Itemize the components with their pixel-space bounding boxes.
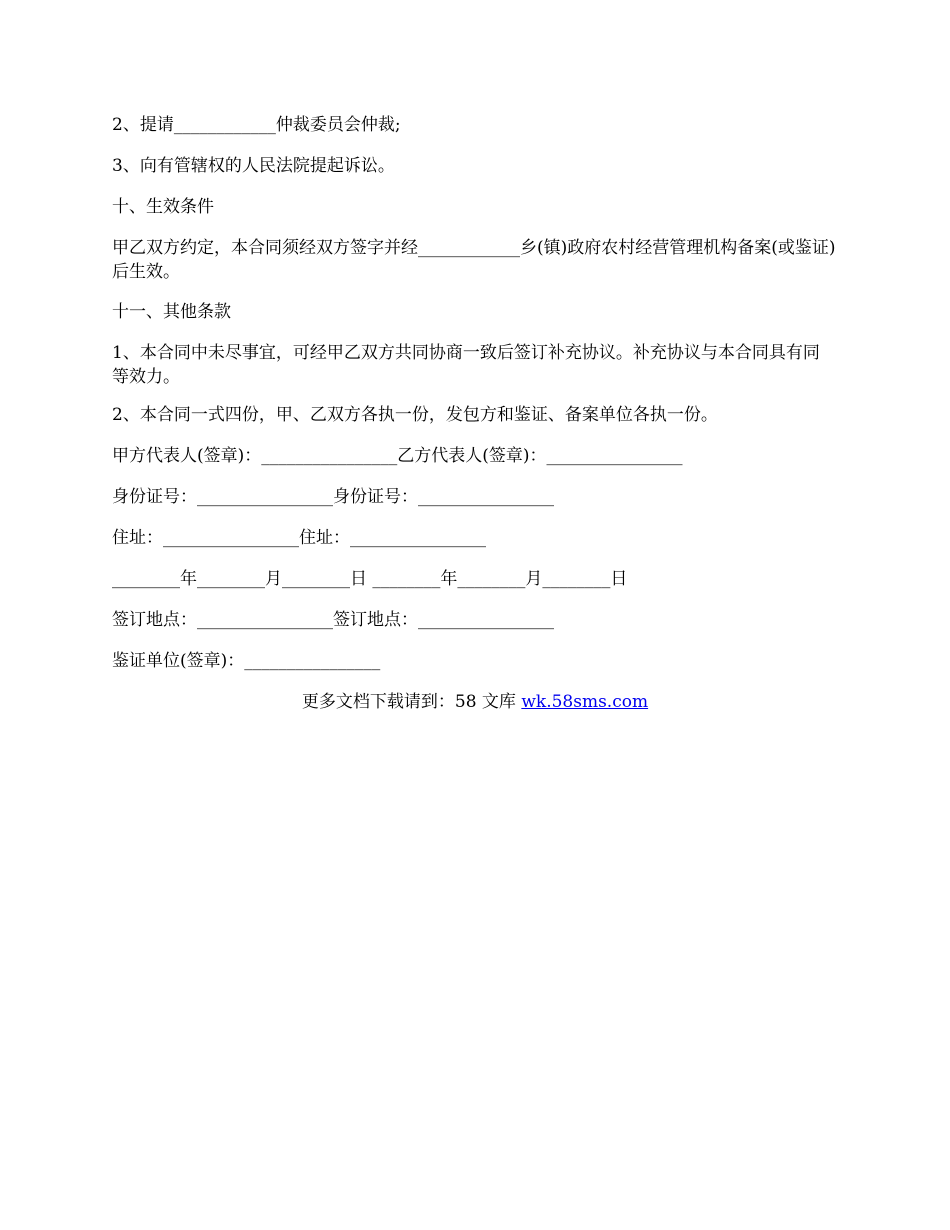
section-heading-effective: 十、生效条件: [112, 197, 214, 217]
signature-addresses: 住址：________________住址：________________: [112, 528, 486, 548]
signature-places: 签订地点：________________签订地点：________________: [112, 610, 554, 630]
signature-certifying-unit: 鉴证单位(签章)：________________: [112, 651, 381, 671]
signature-dates: ________年________月________日 ________年________月________日: [112, 569, 628, 589]
clause-lawsuit: 3、向有管辖权的人民法院提起诉讼。: [112, 156, 395, 176]
footer-link[interactable]: wk.58sms.com: [521, 692, 649, 712]
signature-id-numbers: 身份证号：________________身份证号：________________: [112, 487, 554, 507]
clause-supplementary-agreement: 1、本合同中未尽事宜，可经甲乙双方共同协商一致后签订补充协议。补充协议与本合同具有同等效力。: [112, 343, 820, 387]
clause-effective-conditions: 甲乙双方约定，本合同须经双方签字并经____________乡(镇)政府农村经营管理机构备案(或鉴证)后生效。: [112, 238, 836, 282]
clause-arbitration: 2、提请____________仲裁委员会仲裁;: [112, 115, 401, 135]
signature-representatives: 甲方代表人(签章)：________________乙方代表人(签章)：________________: [112, 446, 683, 466]
footer-text: 更多文档下载请到：58 文库: [301, 692, 522, 712]
download-footer: [0, 690, 950, 714]
clause-copies: 2、本合同一式四份，甲、乙双方各执一份，发包方和鉴证、备案单位各执一份。: [112, 405, 718, 425]
section-heading-other-terms: 十一、其他条款: [112, 302, 231, 322]
